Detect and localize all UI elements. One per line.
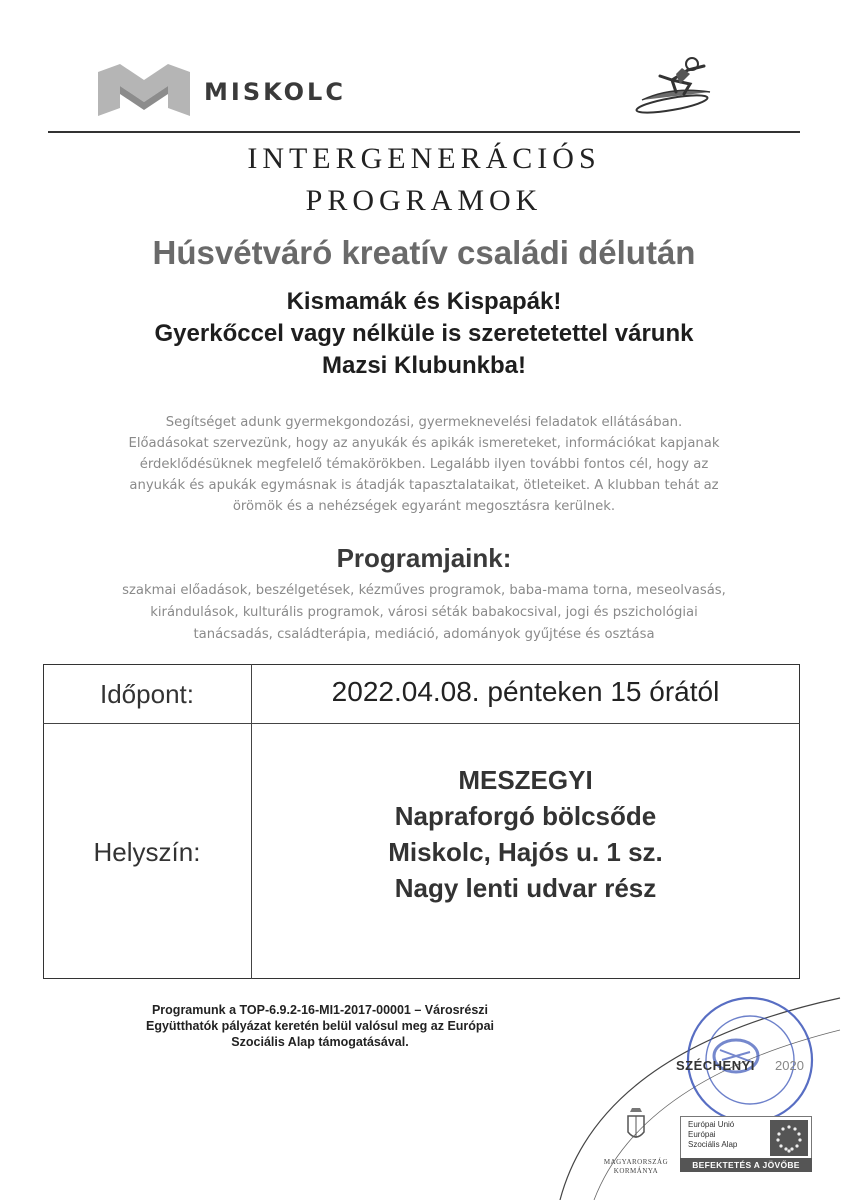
government-label [592, 1158, 680, 1176]
esf-label: Európai Szociális Alap [688, 1130, 738, 1149]
programs-list [30, 580, 818, 646]
time-label: Időpont: [100, 679, 194, 709]
title-line-2: PROGRAMOK [305, 184, 543, 217]
title-line-1: INTERGENERÁCIÓS [247, 142, 601, 175]
invest-future-bar: BEFEKTETÉS A JÖVŐBE [680, 1158, 812, 1172]
szechenyi-year: 2020 [775, 1058, 804, 1073]
programs-line: szakmai előadások, beszélgetések, kézműves programok, baba-mama torna, meseolvasás, [122, 583, 726, 598]
description-line: örömök és a nehézségek egyaránt megosztásra kerülnek. [232, 499, 616, 514]
event-subtitle: Húsvétváró kreatív családi délután [152, 234, 696, 271]
city-name: MISKOLC [204, 78, 346, 106]
intro-line-3: Mazsi Klubunkba! [321, 352, 526, 379]
intro-line-2: Gyerkőccel vagy nélküle is szeretetettel várunk [154, 320, 694, 347]
government-line-1: MAGYARORSZÁG [603, 1158, 669, 1166]
eu-flag-icon [770, 1120, 808, 1156]
place-line-3: Miskolc, Hajós u. 1 sz. [388, 837, 663, 867]
place-line-2: Napraforgó bölcsőde [394, 801, 657, 831]
eu-label: Európai Unió [688, 1120, 735, 1129]
programs-heading: Programjaink: [336, 543, 512, 573]
funding-line: Együtthatók pályázat keretén belül valósul meg az Európai [145, 1019, 494, 1033]
description-paragraph [60, 412, 788, 517]
place-line-4: Nagy lenti udvar rész [394, 873, 657, 903]
intro-block [0, 286, 848, 382]
description-line: Segítséget adunk gyermekgondozási, gyermeknevelési feladatok ellátásában. [165, 415, 683, 430]
description-line: Előadásokat szervezünk, hogy az anyukák és apikák ismereteket, információkat kapjanak [128, 436, 720, 451]
time-value: 2022.04.08. pénteken 15 órától [331, 676, 720, 707]
description-line: anyukák és apukák egymásnak is átadják tapasztalataikat, ötleteiket. A klubban tehát az [129, 478, 719, 493]
miskolc-logo-icon [98, 64, 190, 116]
snowboarder-icon [632, 54, 718, 114]
description-line: érdeklődésüknek megfelelő témakörökben. Legalább ilyen további fontos cél, hogy az [139, 457, 709, 472]
place-line-1: MESZEGYI [458, 765, 593, 795]
table-row-divider [43, 723, 800, 724]
header-divider [48, 131, 800, 133]
funding-line: Szociális Alap támogatásával. [231, 1035, 409, 1049]
funding-note [60, 1002, 580, 1050]
szechenyi-label: SZÉCHENYI [676, 1058, 755, 1073]
place-value [251, 762, 800, 906]
intro-line-1: Kismamák és Kispapák! [286, 288, 562, 315]
place-label: Helyszín: [93, 837, 201, 867]
programs-line: tanácsadás, családterápia, mediáció, adományok gyűjtése és osztása [193, 627, 655, 642]
government-line-2: KORMÁNYA [613, 1167, 659, 1175]
funding-line: Programunk a TOP-6.9.2-16-MI1-2017-00001 – Városrészi [151, 1003, 489, 1017]
hungarian-crest-icon [624, 1106, 648, 1144]
programs-line: kirándulások, kulturális programok, városi séták babakocsival, jogi és pszichológiai [150, 605, 698, 620]
